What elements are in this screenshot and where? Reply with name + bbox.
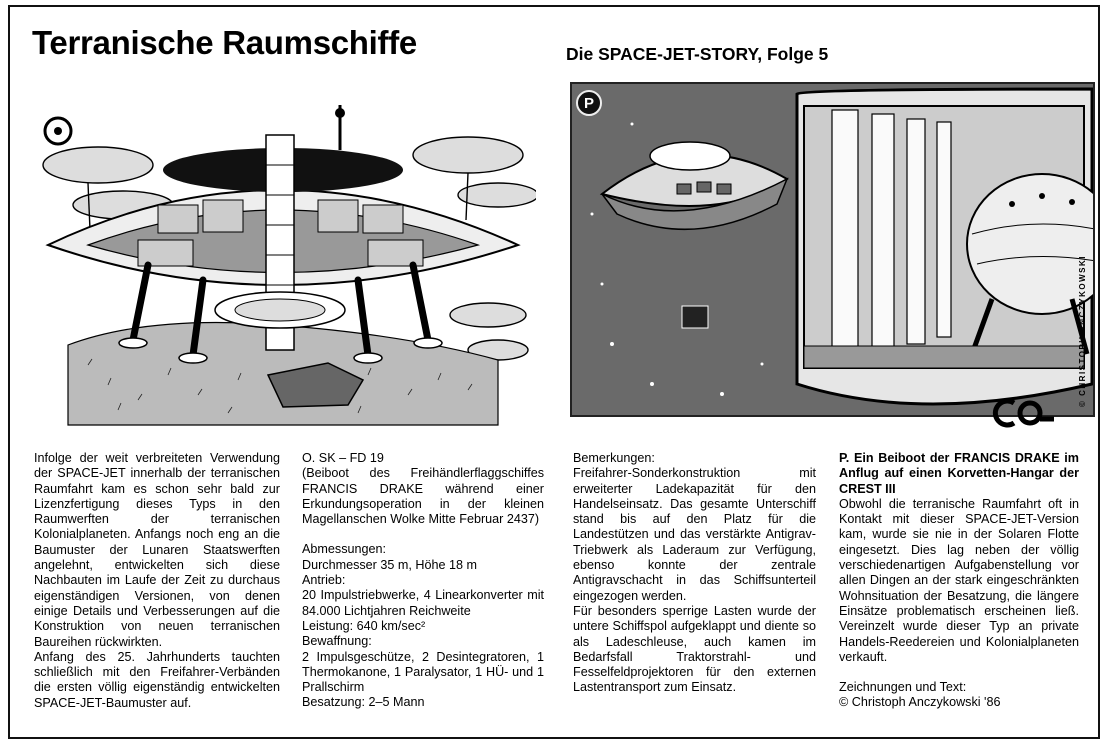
crew-value: Besatzung: 2–5 Mann [302,695,425,710]
caption-paragraph: Obwohl die terranische Raumfahrt oft in Kontakt mit dieser SPACE-JET-Version kam, wurde sie nie in der Solaren Flotte eingesetzt. Dies lag neben der völlig verschiedenartigen Aufgabenstellung vor allen Dingen an der stark eingeschränkten Wohnsituation der Besatzung, die längere Einsätze problematisch erscheinen ließ. Vereinzelt wurde dieser Typ an private Handels-Reedereien und Kolonialplaneten verkauft. [839,496,1079,664]
caption-column [839,451,1079,711]
page-title: Terranische Raumschiffe [32,24,417,61]
dimensions-value: Durchmesser 35 m, Höhe 18 m [302,557,477,572]
remarks-label: Bemerkungen: [573,451,655,465]
armament-label: Bewaffnung: [302,634,372,649]
armament-value: 2 Impulsgeschütze, 2 Desintegratoren, 1 Thermokanone, 1 Paralysator, 1 HÜ- und 1 Prallschirm [302,649,544,695]
dimensions-label: Abmessungen: [302,542,387,557]
hangar-illustration [570,82,1095,417]
drive-value: 20 Impulstriebwerke, 4 Linearkonverter mit 84.000 Lichtjahren Reichweite [302,588,544,618]
illustration-caption: P. Ein Beiboot der FRANCIS DRAKE im Anflug auf einen Korvetten-Hangar der CREST III [839,451,1079,496]
remarks-paragraph-2: Für besonders sperrige Lasten wurde der untere Schiffspol aufgeklappt und diente so als Ladeschleuse, auch kamen im Bedarfsfall Traktorstrahl- und Fesselfeldprojektoren für den externen Lastentransport zum Einsatz. [573,603,816,695]
signature-logo-icon [990,397,1056,434]
intro-paragraph-1: Infolge der weit verbreiteten Verwendung der SPACE-JET innerhalb der terranischen Raumfahrt kam es schon sehr bald zur Lizenzfertigung dieses Typs in den Raumwerften der terranischen Kolonialplaneten. Anfangs noch eng an die Baumuster der Lunaren Staatswerften angelehnt, entwickelten sich diese Nachbauten im Laufe der Zeit zu durchaus eigenständigen Versionen, von denen einige Details und Verbesserungen auf die Konstruktion von neuen terranischen Baureihen rückwirkten. [34,451,280,649]
remarks-paragraph-1: Freifahrer-Sonderkonstruktion mit erweiterter Ladekapazität für den Handelseinsatz. Das gesamte Unterschiff stand bis auf den Platz für die Landestützen und das verstärkte Antigrav-Triebwerk als Laderaum zur Verfügung, ebenso konnte der zentrale Antigravschacht in das Schiffsunterteil eingezogen werden. [573,466,816,603]
intro-column [34,451,280,711]
magazine-page [8,5,1100,739]
vertical-copyright: © CHRISTOPH ANCZYKOWSKI [1078,255,1087,407]
target-circle-icon [45,118,71,144]
drive-label: Antrieb: [302,573,346,588]
specs-column [302,451,544,711]
intro-paragraph-2: Anfang des 25. Jahrhunderts tauchten schließlich mit den Freifahrer-Verbänden die ersten völlig eigenständig entwickelten SPACE-JET-Baumuster auf. [34,649,280,710]
illustration-label-p: P [576,90,602,116]
remarks-column [573,451,816,696]
credits-label: Zeichnungen und Text: [839,680,967,695]
power-value: Leistung: 640 km/sec² [302,618,426,633]
credits-name: © Christoph Anczykowski '86 [839,695,1001,710]
spacejet-cutaway-illustration [28,95,536,435]
designation-note: (Beiboot des Freihändlerflaggschiffes FRANCIS DRAKE während einer Erkundungsoperation in der kleinen Magellanschen Wolke Mitte Februar 2437) [302,466,544,527]
series-title: Die SPACE-JET-STORY, Folge 5 [566,44,829,64]
designation: O. SK – FD 19 [302,451,384,465]
